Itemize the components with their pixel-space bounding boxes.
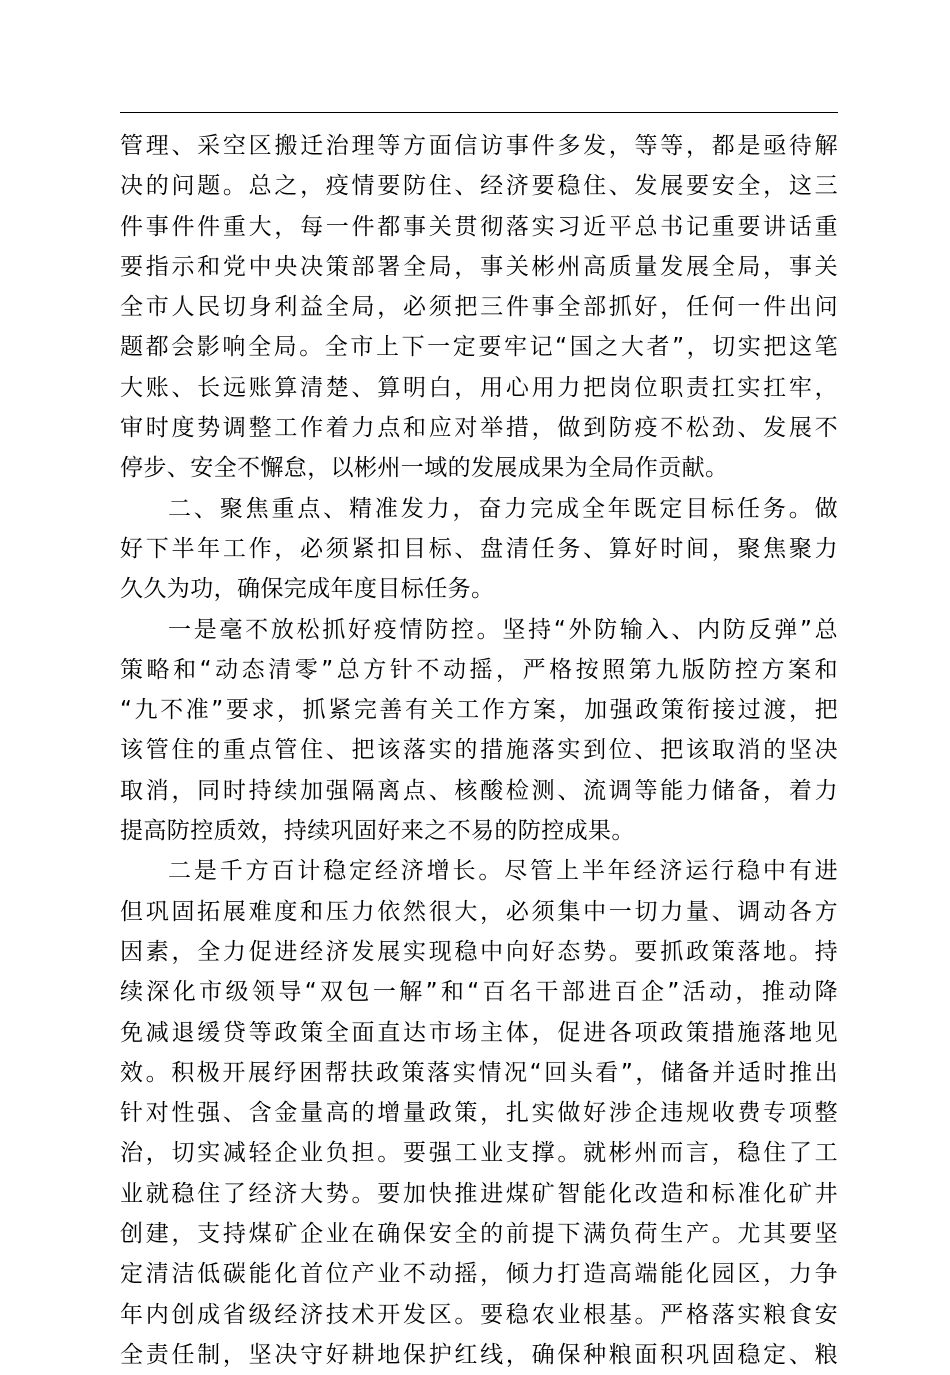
text-line: 策略和“动态清零”总方针不动摇，严格按照第九版防控方案和 (120, 656, 838, 683)
text-line: 提高防控质效，持续巩固好来之不易的防控成果。 (120, 818, 635, 845)
text-line: 件事件件重大，每一件都事关贯彻落实习近平总书记重要讲话重 (120, 213, 838, 240)
text-line: 效。积极开展纾困帮扶政策落实情况“回头看”，储备并适时推出 (120, 1059, 838, 1086)
text-line: 管理、采空区搬迁治理等方面信访事件多发，等等，都是亟待解 (120, 133, 838, 159)
text-line: 治，切实减轻企业负担。要强工业支撑。就彬州而言，稳住了工 (120, 1140, 838, 1167)
text-line: 一是毫不放松抓好疫情防控。坚持“外防输入、内防反弹”总 (168, 616, 838, 643)
text-line: 全责任制，坚决守好耕地保护红线，确保种粮面积巩固稳定、粮 (120, 1341, 838, 1368)
text-line: 业就稳住了经济大势。要加快推进煤矿智能化改造和标准化矿井 (120, 1180, 838, 1207)
text-line: 二是千方百计稳定经济增长。尽管上半年经济运行稳中有进 (168, 858, 838, 885)
text-line: 大账、长远账算清楚、算明白，用心用力把岗位职责扛实扛牢， (120, 374, 838, 401)
text-line: 要指示和党中央决策部署全局，事关彬州高质量发展全局，事关 (120, 253, 838, 280)
text-line: 审时度势调整工作着力点和应对举措，做到防疫不松劲、发展不 (120, 415, 838, 442)
text-line: 该管住的重点管住、把该落实的措施落实到位、把该取消的坚决 (120, 737, 838, 764)
text-line: 全市人民切身利益全局，必须把三件事全部抓好，任何一件出问 (120, 294, 838, 321)
text-line: 针对性强、含金量高的增量政策，扎实做好涉企违规收费专项整 (120, 1100, 838, 1127)
text-line: 取消，同时持续加强隔离点、核酸检测、流调等能力储备，着力 (120, 777, 838, 804)
text-line: 创建，支持煤矿企业在确保安全的前提下满负荷生产。尤其要坚 (120, 1221, 838, 1248)
text-line: 停步、安全不懈怠，以彬州一域的发展成果为全局作贡献。 (120, 455, 729, 482)
text-line: 定清洁低碳能化首位产业不动摇，倾力打造高端能化园区，力争 (120, 1261, 838, 1288)
text-line: 续深化市级领导“双包一解”和“百名干部进百企”活动，推动降 (120, 979, 838, 1006)
text-line: 二、聚焦重点、精准发力，奋力完成全年既定目标任务。做 (168, 495, 838, 522)
text-line: “九不准”要求，抓紧完善有关工作方案，加强政策衔接过渡，把 (120, 697, 838, 724)
text-line: 年内创成省级经济技术开发区。要稳农业根基。严格落实粮食安 (120, 1301, 838, 1328)
text-line: 决的问题。总之，疫情要防住、经济要稳住、发展要安全，这三 (120, 173, 838, 200)
document-body (120, 126, 838, 1375)
text-line: 因素，全力促进经济发展实现稳中向好态势。要抓政策落地。持 (120, 938, 838, 965)
text-line: 免减退缓贷等政策全面直达市场主体，促进各项政策措施落地见 (120, 1019, 838, 1046)
text-line: 久久为功，确保完成年度目标任务。 (120, 576, 495, 603)
text-line: 好下半年工作，必须紧扣目标、盘清任务、算好时间，聚焦聚力 (120, 535, 838, 562)
header-divider (120, 112, 838, 113)
text-line: 但巩固拓展难度和压力依然很大，必须集中一切力量、调动各方 (120, 898, 838, 925)
text-line: 题都会影响全局。全市上下一定要牢记“国之大者”，切实把这笔 (120, 334, 838, 361)
